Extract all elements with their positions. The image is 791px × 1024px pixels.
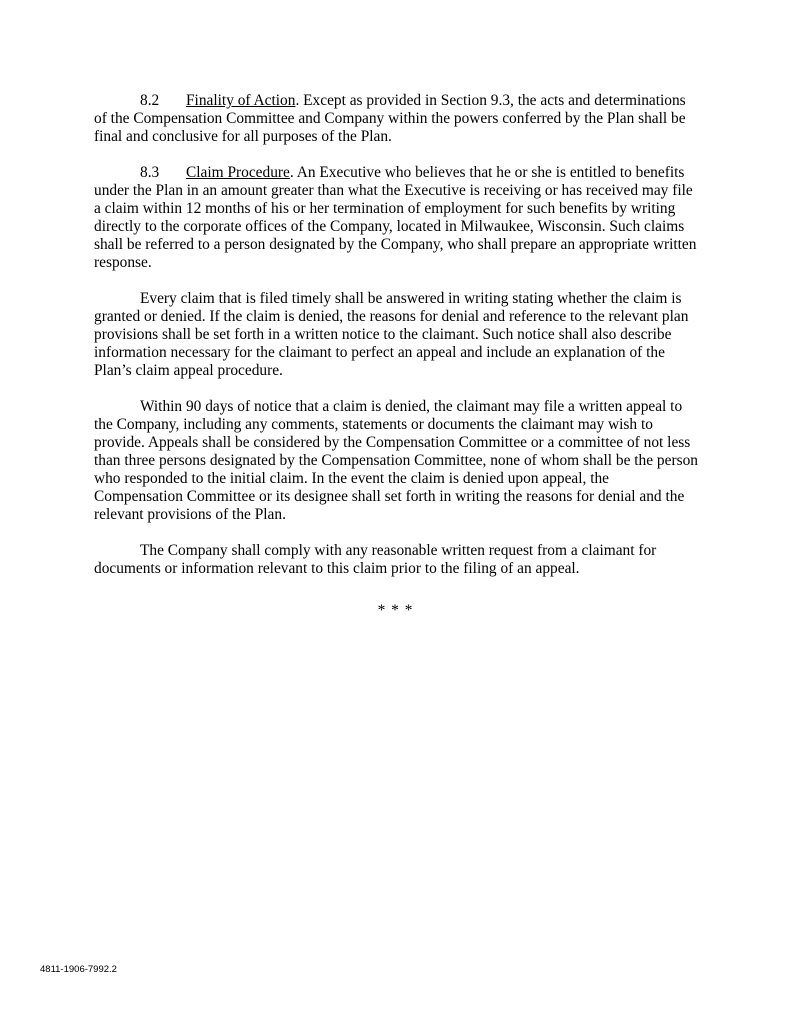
section-text: . Except as provided in Section 9.3, the acts and determinations of the Compensation Committee and Company within the powers conferred by the Plan shall be final and conclusive for all purposes of the Plan. [94,92,686,145]
section-text: . An Executive who believes that he or she is entitled to benefits under the Plan in an amount greater than what the Executive is receiving or has received may file a claim within 12 months of his or her termination of employment for such benefits by writing directly to the corporate offices of the Company, located in Milwaukee, Wisconsin. Such claims shall be referred to a person designated by the Company, who shall prepare an appropriate written response. [94,164,697,271]
document-body [94,92,699,596]
section-number: 8.3 [140,164,160,181]
paragraph: Every claim that is filed timely shall be answered in writing stating whether the claim is granted or denied. If the claim is denied, the reasons for denial and reference to the relevant plan provisions shall be set forth in a written notice to the claimant. Such notice shall also describe information necessary for the claimant to perfect an appeal and include an explanation of the Plan’s claim appeal procedure. [94,290,689,379]
paragraph: The Company shall comply with any reasonable written request from a claimant for documents or information relevant to this claim prior to the filing of an appeal. [94,542,657,577]
section-8-2 [94,92,699,146]
document-id: 4811-1906-7992.2 [40,964,117,975]
paragraph: Within 90 days of notice that a claim is denied, the claimant may file a written appeal to the Company, including any comments, statements or documents the claimant may wish to provide. Appeals shall be considered by the Compensation Committee or a committee of not less than three persons designated by the Compensation Committee, none of whom shall be the person who responded to the initial claim. In the event the claim is denied upon appeal, the Compensation Committee or its designee shall set forth in writing the reasons for denial and the relevant provisions of the Plan. [94,398,698,523]
section-title: Finality of Action [186,92,296,109]
section-title: Claim Procedure [186,164,290,181]
section-number: 8.2 [140,92,160,109]
section-separator: * * * [377,602,414,619]
section-8-3 [94,164,699,272]
